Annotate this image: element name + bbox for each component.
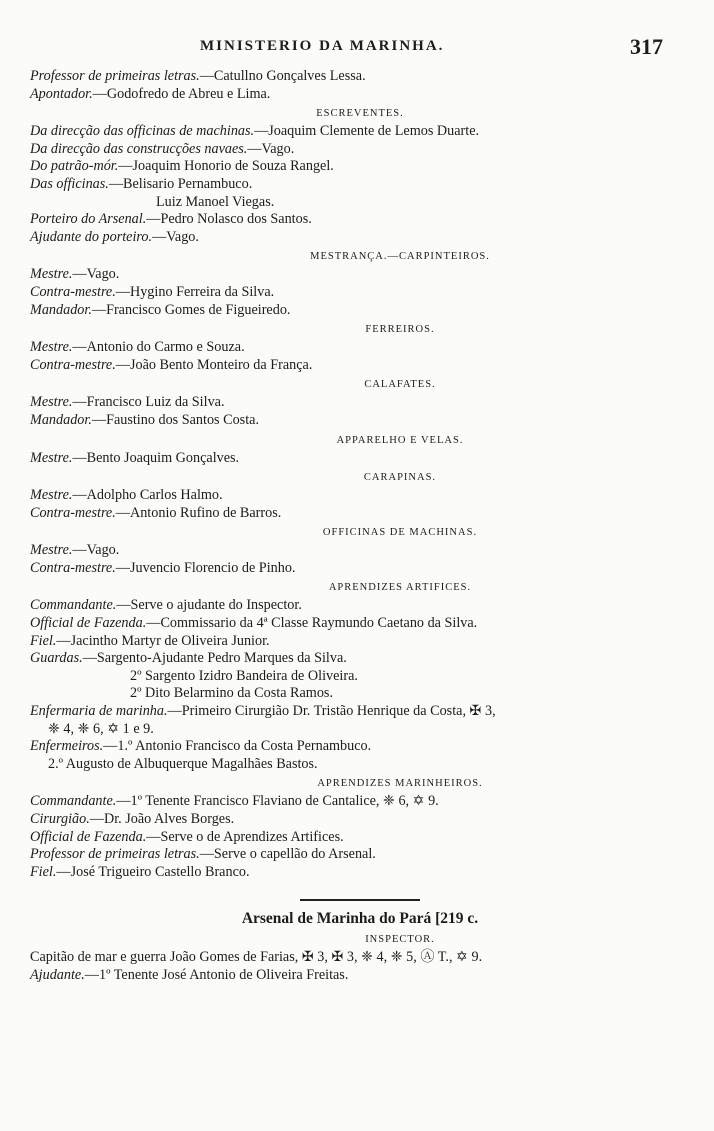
entry-line bbox=[30, 542, 690, 560]
entry-text: —Joaquim Honorio de Souza Rangel. bbox=[118, 158, 334, 175]
entry-text: —Antonio do Carmo e Souza. bbox=[72, 339, 245, 356]
section-heading-text: APRENDIZES MARINHEIROS. bbox=[317, 778, 483, 790]
entry-title: Mestre. bbox=[30, 394, 73, 411]
entry-text: —Serve o de Aprendizes Artifices. bbox=[146, 828, 344, 845]
page-number: 317 bbox=[630, 34, 663, 59]
entry-text: Capitão de mar e guerra João Gomes de Farias, ✠ 3, ✠ 3, ❈ 4, ❈ 5, Ⓐ T., ✡ 9. bbox=[30, 949, 483, 966]
entry-title: Contra-mestre. bbox=[30, 504, 116, 521]
entry-title: Apontador. bbox=[30, 85, 93, 102]
entry-text: —Sargento-Ajudante Pedro Marques da Silva. bbox=[82, 650, 347, 667]
entry-text: —Juvencio Florencio de Pinho. bbox=[115, 559, 296, 576]
entry-line bbox=[30, 756, 690, 774]
entry-line bbox=[30, 339, 690, 357]
section-heading-text: FERREIROS. bbox=[365, 324, 435, 336]
entry-title: Mestre. bbox=[30, 266, 73, 283]
entry-line bbox=[30, 650, 690, 668]
entry-title: Mandador. bbox=[30, 411, 92, 428]
entry-line bbox=[30, 793, 690, 811]
entry-title: Da direcção das construcções navaes. bbox=[30, 140, 248, 157]
entry-line bbox=[30, 284, 690, 302]
entry-title: Contra-mestre. bbox=[30, 559, 116, 576]
entry-line bbox=[30, 229, 690, 247]
entry-text: —Dr. João Alves Borges. bbox=[89, 811, 235, 827]
page-body bbox=[30, 68, 690, 985]
entry-line bbox=[30, 846, 690, 864]
entry-line bbox=[30, 829, 690, 847]
section-heading-escreventes: ESCREVENTES. bbox=[316, 108, 404, 120]
entry-text: —Jacintho Martyr de Oliveira Junior. bbox=[56, 632, 270, 649]
entry-text: 2.º Augusto de Albuquerque Magalhães Bastos. bbox=[48, 755, 318, 772]
entry-text: —Francisco Luiz da Silva. bbox=[72, 394, 225, 411]
entry-line bbox=[30, 141, 690, 159]
entry-title: Mestre. bbox=[30, 542, 73, 559]
section-heading-text: CARAPINAS. bbox=[363, 472, 437, 484]
entry-line bbox=[30, 738, 690, 756]
entry-line bbox=[30, 123, 690, 141]
entry-title: Commandante. bbox=[30, 793, 117, 810]
section-heading-text: MESTRANÇA.—CARPINTEIROS. bbox=[310, 251, 490, 263]
entry-title: Professor de primeiras letras. bbox=[30, 846, 200, 863]
section-heading-calafates bbox=[30, 376, 690, 393]
section-heading-officinas bbox=[30, 524, 690, 541]
entry-line bbox=[30, 560, 690, 578]
entry-line bbox=[30, 633, 690, 651]
entry-line bbox=[30, 615, 690, 633]
section-heading-mestranca bbox=[30, 248, 690, 265]
entry-title: Ajudante. bbox=[30, 966, 85, 983]
section-heading-apparelho bbox=[30, 432, 690, 449]
entry-title: Official de Fazenda. bbox=[30, 828, 147, 845]
entry-line bbox=[30, 505, 690, 523]
entry-text: ❈ 4, ❈ 6, ✡ 1 e 9. bbox=[48, 720, 154, 737]
entry-line bbox=[30, 211, 690, 229]
entry-title: Mestre. bbox=[30, 339, 73, 356]
entry-text: —Adolpho Carlos Halmo. bbox=[72, 487, 223, 504]
entry-line bbox=[30, 68, 690, 86]
section-heading-text: APRENDIZES ARTIFICES. bbox=[328, 582, 472, 594]
entry-title: Ajudante do porteiro. bbox=[30, 228, 153, 245]
entry-text: —Vago. bbox=[72, 266, 120, 283]
section-heading-text: OFFICINAS DE MACHINAS. bbox=[322, 527, 478, 539]
entry-line bbox=[30, 302, 690, 320]
entry-text: —1º Tenente Francisco Flaviano de Cantalice, ❈ 6, ✡ 9. bbox=[116, 793, 439, 810]
entry-text: —Catullno Gonçalves Lessa. bbox=[199, 68, 366, 84]
entry-title: Enfermeiros. bbox=[30, 738, 104, 755]
section-heading-aprendizes-marinheiros bbox=[30, 775, 690, 792]
entry-line bbox=[30, 864, 690, 882]
entry-line bbox=[30, 949, 690, 967]
entry-line bbox=[30, 811, 690, 829]
entry-text: —Faustino dos Santos Costa. bbox=[91, 411, 259, 428]
entry-text: —Serve o ajudante do Inspector. bbox=[116, 597, 302, 614]
entry-text: —João Bento Monteiro da França. bbox=[115, 356, 313, 373]
entry-text: —Primeiro Cirurgião Dr. Tristão Henrique da Costa, ✠ 3, bbox=[167, 703, 496, 720]
entry-line bbox=[30, 487, 690, 505]
entry-title: Do patrão-mór. bbox=[30, 158, 119, 175]
entry-text: —Francisco Gomes de Figueiredo. bbox=[91, 301, 291, 318]
section-heading-text: APPARELHO E VELAS. bbox=[336, 434, 464, 446]
entry-line bbox=[30, 450, 690, 468]
entry-line bbox=[30, 412, 690, 430]
entry-line bbox=[30, 668, 690, 686]
entry-text: —Joaquim Clemente de Lemos Duarte. bbox=[254, 123, 480, 140]
entry-text: —Bento Joaquim Gonçalves. bbox=[72, 449, 240, 466]
entry-title: Enfermaria de marinha. bbox=[30, 703, 168, 720]
entry-line bbox=[30, 266, 690, 284]
entry-text: 2º Dito Belarmino da Costa Ramos. bbox=[130, 685, 334, 702]
entry-title: Guardas. bbox=[30, 650, 83, 667]
entry-title: Fiel. bbox=[30, 632, 57, 649]
entry-title: Fiel. bbox=[30, 863, 57, 880]
entry-text: —Vago. bbox=[152, 228, 199, 245]
entry-line bbox=[30, 685, 690, 703]
entry-line bbox=[30, 158, 690, 176]
section-heading-text: INSPECTOR. bbox=[365, 934, 435, 946]
section-divider bbox=[300, 899, 420, 901]
entry-text: Luiz Manoel Viegas. bbox=[156, 193, 275, 210]
arsenal-title: Arsenal de Marinha do Pará bbox=[241, 910, 432, 928]
entry-line bbox=[30, 394, 690, 412]
arsenal-heading bbox=[30, 909, 690, 929]
section-heading-text: CALAFATES. bbox=[364, 379, 436, 391]
entry-text: —Hygino Ferreira da Silva. bbox=[115, 283, 275, 300]
entry-title: Mestre. bbox=[30, 449, 73, 466]
entry-text: —Serve o capellão do Arsenal. bbox=[199, 846, 376, 863]
entry-line bbox=[30, 357, 690, 375]
entry-line bbox=[30, 194, 690, 212]
entry-text: 2º Sargento Izidro Bandeira de Oliveira. bbox=[130, 667, 358, 684]
entry-text: —Antonio Rufino de Barros. bbox=[115, 504, 282, 521]
entry-title: Da direcção das officinas de machinas. bbox=[30, 123, 255, 140]
entry-title: Official de Fazenda. bbox=[30, 615, 147, 632]
entry-title: Professor de primeiras letras. bbox=[30, 68, 200, 84]
entry-line bbox=[30, 967, 690, 985]
entry-text: —Pedro Nolasco dos Santos. bbox=[146, 211, 312, 228]
entry-text: —1.º Antonio Francisco da Costa Pernambuco. bbox=[103, 738, 372, 755]
entry-title: Mandador. bbox=[30, 301, 92, 318]
entry-title: Contra-mestre. bbox=[30, 283, 116, 300]
entry-text: —Commissario da 4ª Classe Raymundo Caetano da Silva. bbox=[146, 615, 478, 632]
running-title: MINISTERIO DA MARINHA. bbox=[200, 38, 445, 54]
entry-line bbox=[30, 721, 690, 739]
entry-title: Cirurgião. bbox=[30, 811, 90, 827]
entry-text: —Vago. bbox=[72, 542, 120, 559]
entry-title: Porteiro do Arsenal. bbox=[30, 211, 147, 228]
entry-text: —1º Tenente José Antonio de Oliveira Freitas. bbox=[84, 966, 349, 983]
section-heading-ferreiros bbox=[30, 321, 690, 338]
entry-title: Mestre. bbox=[30, 487, 73, 504]
section-heading-inspector bbox=[30, 931, 690, 948]
entry-text: —Godofredo de Abreu e Lima. bbox=[92, 85, 271, 102]
page-header bbox=[0, 34, 714, 64]
entry-text: —José Trigueiro Castello Branco. bbox=[56, 863, 250, 880]
arsenal-reference: [219 c. bbox=[435, 910, 479, 928]
entry-line bbox=[30, 703, 690, 721]
entry-line bbox=[30, 86, 690, 104]
entry-line bbox=[30, 176, 690, 194]
section-heading-aprendizes-artifices bbox=[30, 579, 690, 596]
entry-line bbox=[30, 597, 690, 615]
entry-title: Das officinas. bbox=[30, 175, 109, 192]
entry-text: —Vago. bbox=[247, 140, 295, 157]
entry-text: —Belisario Pernambuco. bbox=[108, 175, 253, 192]
section-heading-carapinas bbox=[30, 469, 690, 486]
entry-title: Contra-mestre. bbox=[30, 356, 116, 373]
entry-title: Commandante. bbox=[30, 597, 117, 614]
